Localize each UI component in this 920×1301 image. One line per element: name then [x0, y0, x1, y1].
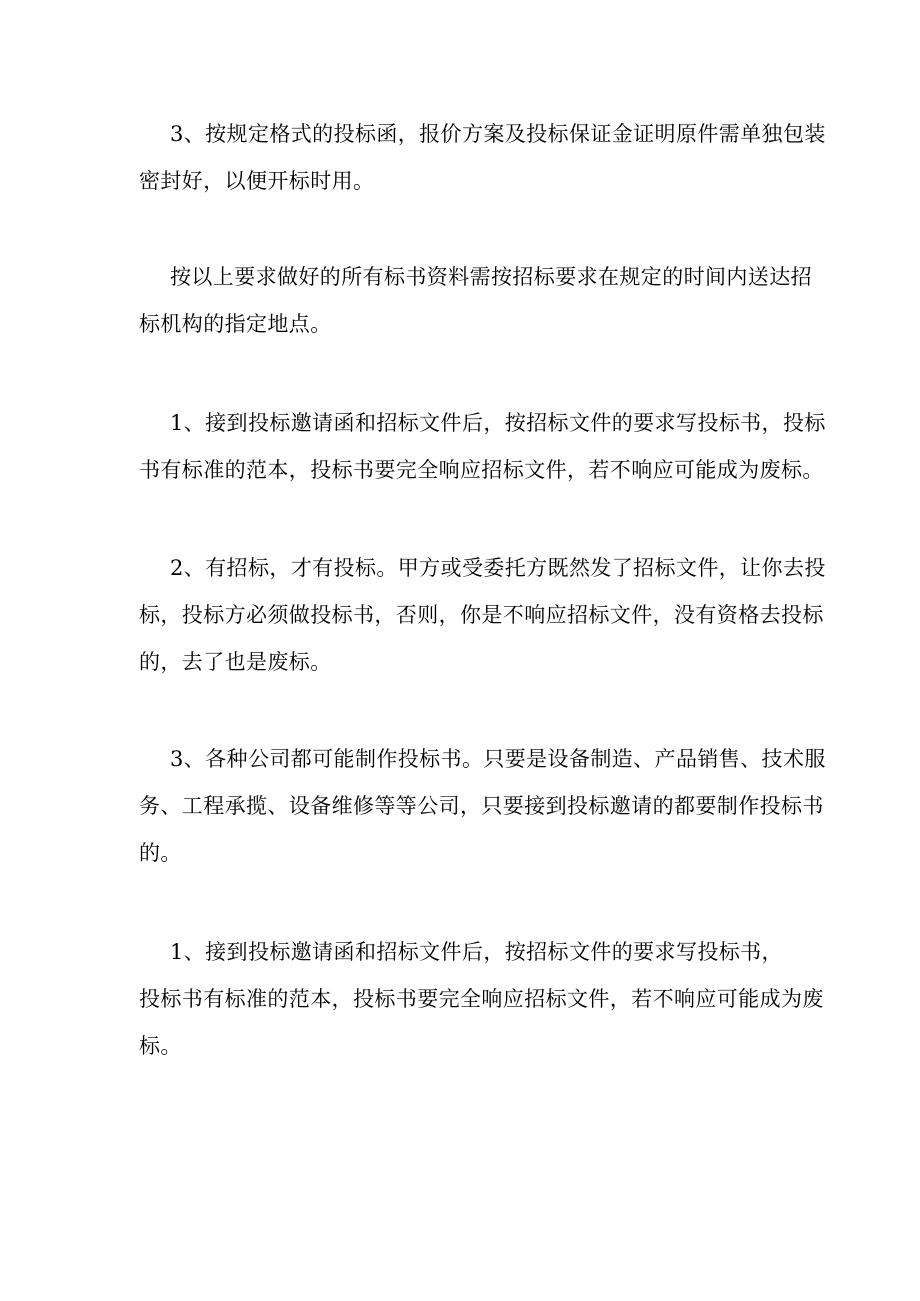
paragraph-line: 的，去了也是废标。: [139, 650, 332, 674]
paragraph-line: 投标书有标准的范本，投标书要完全响应招标文件，若不响应可能成为废: [139, 987, 824, 1011]
paragraph-tender-and-bid: [139, 545, 826, 686]
paragraph-line: 1、接到投标邀请函和招标文件后，按招标文件的要求写投标书，投标: [170, 411, 826, 435]
paragraph-line: 2、有招标，才有投标。甲方或受委托方既然发了招标文件，让你去投: [170, 556, 826, 580]
paragraph-line: 3、各种公司都可能制作投标书。只要是设备制造、产品销售、技术服: [170, 747, 826, 771]
paragraph-line: 按以上要求做好的所有标书资料需按招标要求在规定的时间内送达招: [170, 265, 812, 289]
paragraph-delivery-requirement: [139, 254, 812, 348]
paragraph-line: 的。: [139, 841, 182, 865]
paragraph-line: 书有标准的范本，投标书要完全响应招标文件，若不响应可能成为废标。: [139, 458, 824, 482]
paragraph-all-companies: [139, 736, 826, 877]
paragraph-write-bid-document-repeat: [139, 929, 824, 1070]
paragraph-line: 1、接到投标邀请函和招标文件后，按招标文件的要求写投标书，: [170, 940, 783, 964]
paragraph-line: 标。: [139, 1034, 182, 1058]
paragraph-line: 标，投标方必须做投标书，否则，你是不响应招标文件，没有资格去投标: [139, 603, 824, 627]
paragraph-sealed-packaging: [139, 111, 826, 205]
paragraph-line: 3、按规定格式的投标函，报价方案及投标保证金证明原件需单独包装: [170, 122, 826, 146]
paragraph-write-bid-document: [139, 400, 826, 494]
paragraph-line: 标机构的指定地点。: [139, 312, 332, 336]
paragraph-line: 务、工程承揽、设备维修等等公司，只要接到投标邀请的都要制作投标书: [139, 794, 824, 818]
paragraph-line: 密封好，以便开标时用。: [139, 169, 375, 193]
